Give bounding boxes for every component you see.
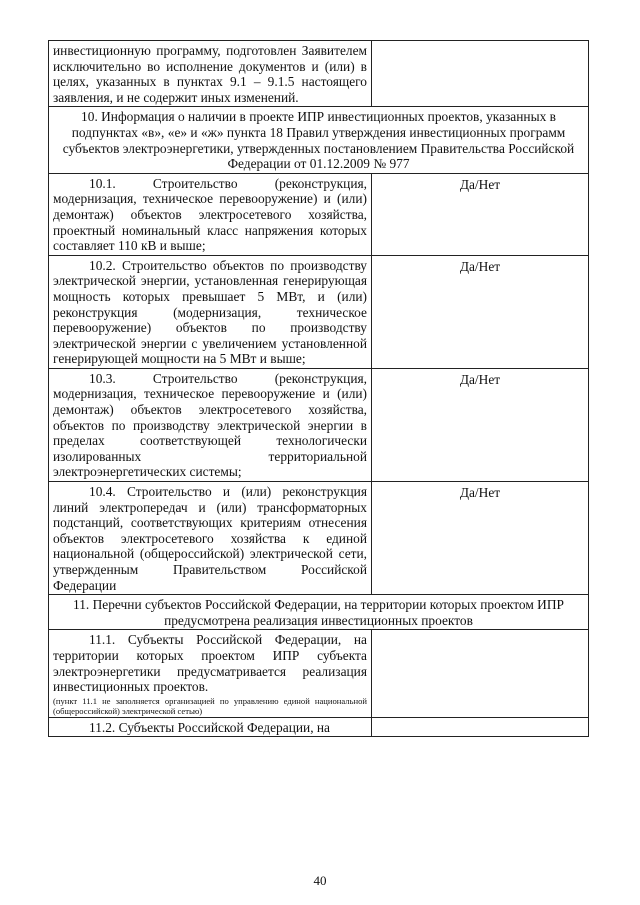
section-10-heading: 10. Информация о наличии в проекте ИПР инвестиционных проектов, указанных в подпунктах «в», «е» и «ж» пункта 18 Правил утверждения инвестиционных программ субъектов электроэнергетики, утвержденных постановлением Правительства Российской Федерации от 01.12.2009 № 977 [49, 107, 589, 173]
item-10-2-text: 10.2. Строительство объектов по производству электрической энергии, установленная генерирующая мощность которых превышает 5 МВт, и (или) реконструкция (модернизация, техническое перевооружение) объектов по производству электрической энергии с увеличением установленной генерирующей мощности на 5 МВт и выше; [49, 255, 372, 368]
page-number: 40 [313, 873, 327, 888]
table-row [49, 173, 589, 255]
item-10-1-value: Да/Нет [372, 173, 589, 255]
section-11-heading: 11. Перечни субъектов Российской Федерации, на территории которых проектом ИПР предусмотрена реализация инвестиционных проектов [49, 595, 589, 630]
item-11-1-note: (пункт 11.1 не заполняется организацией по управлению единой национальной (общероссийской) электрической сетью) [53, 695, 367, 716]
table-row [49, 595, 589, 630]
item-10-2-value: Да/Нет [372, 255, 589, 368]
item-10-4-value: Да/Нет [372, 482, 589, 595]
table-row [49, 107, 589, 173]
table-row [49, 717, 589, 737]
item-10-3-text: 10.3. Строительство (реконструкция, модернизация, техническое перевооружение и (или) демонтаж) объектов электросетевого хозяйства, объектов по производству электрической энергии в пределах соответствующей технологически изолированных территориальной электроэнергетических системы; [49, 368, 372, 481]
application-form-table [48, 40, 589, 737]
item-11-1-cell [49, 630, 372, 717]
table-row [49, 368, 589, 481]
table-row [49, 482, 589, 595]
empty-value-cell [372, 41, 589, 107]
item-11-1-text: 11.1. Субъекты Российской Федерации, на территории которых проектом ИПР субъекта электроэнергетики предусматривается реализация инвестиционных проектов. [53, 632, 367, 695]
continuation-text-cell: инвестиционную программу, подготовлен Заявителем исключительно во исполнение документов и (или) в целях, указанных в пунктах 9.1 – 9.1.5 настоящего заявления, и не содержит иных изменений. [49, 41, 372, 107]
table-row [49, 255, 589, 368]
item-11-2-text: 11.2. Субъекты Российской Федерации, на [49, 717, 372, 737]
table-row [49, 41, 589, 107]
table-row [49, 630, 589, 717]
empty-value-cell [372, 717, 589, 737]
empty-value-cell [372, 630, 589, 717]
item-10-1-text: 10.1. Строительство (реконструкция, модернизация, техническое перевооружение) и (или) демонтаж) объектов электросетевого хозяйства, проектный номинальный класс напряжения которых составляет 110 кВ и выше; [49, 173, 372, 255]
item-10-4-text: 10.4. Строительство и (или) реконструкция линий электропередач и (или) трансформаторных подстанций, соответствующих критериям отнесения объектов электросетевого хозяйства к единой национальной (общероссийской) электрической сети, утвержденным Правительством Российской Федерации [49, 482, 372, 595]
item-10-3-value: Да/Нет [372, 368, 589, 481]
